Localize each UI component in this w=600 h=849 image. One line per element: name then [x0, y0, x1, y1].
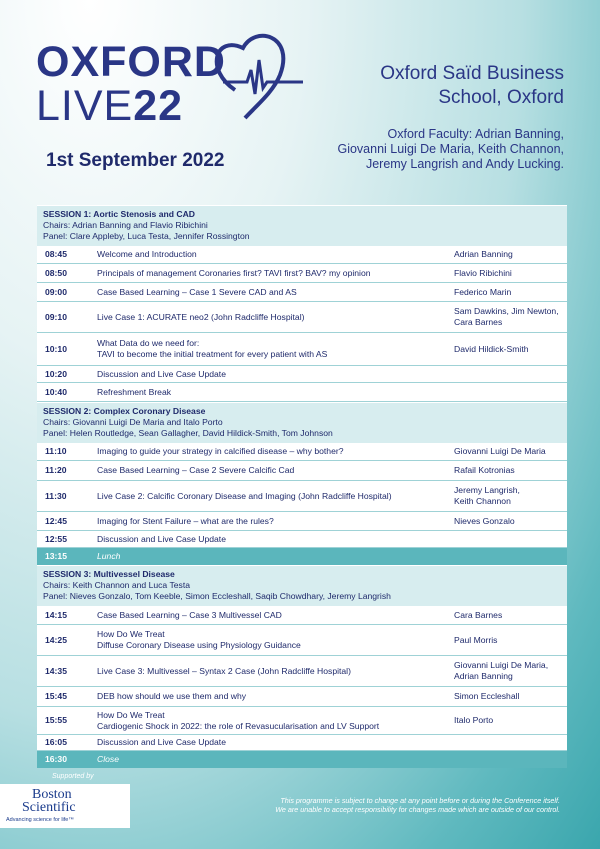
speaker-line: Adrian Banning [454, 249, 513, 259]
venue: Oxford Saïd Business School, Oxford [380, 63, 564, 108]
speaker-line: Cara Barnes [454, 609, 503, 620]
description-line: Diffuse Coronary Disease using Physiology Guidance [97, 640, 301, 650]
table-row [37, 735, 567, 751]
row-time: 09:00 [45, 286, 67, 297]
description-line: Imaging to guide your strategy in calcified disease – why bother? [97, 446, 344, 456]
table-row [37, 333, 567, 366]
speaker-line: Flavio Ribichini [454, 267, 512, 278]
description-line: Discussion and Live Case Update [97, 368, 226, 379]
break-label: Close [97, 754, 119, 764]
description-line: TAVI to become the initial treatment for every patient with AS [97, 349, 328, 359]
table-row [37, 246, 567, 264]
session-header [37, 565, 567, 606]
speaker-line: Rafail Kotronias [454, 465, 515, 475]
row-description [97, 629, 449, 651]
logo-live-text: LIVE22 [36, 82, 184, 130]
table-row [37, 707, 567, 735]
row-speaker [449, 249, 567, 260]
row-description [97, 446, 449, 457]
row-description [97, 491, 449, 502]
row-speaker [449, 306, 567, 328]
heart-ecg-icon [195, 30, 310, 140]
description-line: DEB how should we use them and why [97, 691, 247, 701]
table-row [37, 383, 567, 402]
row-description [97, 249, 449, 260]
session-panel: Panel: Helen Routledge, Sean Gallagher, David Hildick-Smith, Tom Johnson [43, 428, 333, 438]
description-line: Live Case 2: Calcific Coronary Disease and Imaging (John Radcliffe Hospital) [97, 490, 392, 501]
row-description [97, 516, 449, 527]
row-description [97, 710, 449, 732]
session-header [37, 402, 567, 443]
session-rows [37, 246, 567, 402]
row-speaker [449, 715, 567, 726]
row-speaker [449, 610, 567, 621]
row-time: 15:45 [45, 691, 67, 701]
faculty-list: Oxford Faculty: Adrian Banning, Giovanni Luigi De Maria, Keith Channon, Jeremy Langrish and Andy Lucking. [337, 127, 564, 171]
row-time: 12:55 [45, 533, 67, 544]
row-description [97, 287, 449, 298]
row-time: 16:05 [45, 737, 67, 747]
row-description [97, 268, 449, 279]
speaker-line: Sam Dawkins, Jim Newton, [454, 306, 559, 316]
row-time: 14:25 [45, 634, 67, 645]
description-line: Discussion and Live Case Update [97, 533, 226, 544]
session-header [37, 205, 567, 246]
row-description [97, 691, 449, 702]
description-line: Cardiogenic Shock in 2022: the role of Revasucularisation and LV Support [97, 720, 380, 731]
row-time: 14:15 [45, 609, 67, 620]
table-row [37, 606, 567, 625]
row-description [97, 338, 449, 360]
break-label: Lunch [97, 551, 121, 561]
row-time: 15:55 [45, 715, 67, 725]
row-speaker [449, 446, 567, 457]
row-speaker [449, 344, 567, 355]
row-speaker [449, 691, 567, 702]
description-line: Live Case 3: Multivessel – Syntax 2 Case (John Radcliffe Hospital) [97, 665, 351, 676]
description-line: Discussion and Live Case Update [97, 737, 226, 747]
sponsor-logo: Boston Scientific Advancing science for life™ [0, 784, 130, 828]
session-panel: Panel: Clare Appleby, Luca Testa, Jennifer Rossington [43, 231, 250, 241]
speaker-line: Paul Morris [454, 634, 498, 645]
row-time: 09:10 [45, 311, 67, 322]
speaker-line: Federico Marin [454, 286, 512, 297]
table-row [37, 461, 567, 481]
row-description [97, 534, 449, 545]
description-line: Live Case 1: ACURATE neo2 (John Radcliffe Hospital) [97, 311, 305, 322]
row-description [97, 369, 449, 380]
description-line: Principals of management Coronaries first? TAVI first? BAV? my opinion [97, 267, 371, 278]
table-row [37, 302, 567, 333]
row-time: 08:50 [45, 267, 67, 278]
speaker-line: Giovanni Luigi De Maria, [454, 660, 549, 670]
row-time: 11:10 [45, 446, 67, 456]
description-line: How Do We Treat [97, 629, 165, 639]
table-row [37, 283, 567, 302]
break-time: 13:15 [45, 551, 67, 561]
session-title: SESSION 1: Aortic Stenosis and CAD [43, 209, 196, 219]
row-speaker [449, 268, 567, 279]
table-row [37, 687, 567, 707]
row-time: 11:30 [45, 490, 67, 501]
speaker-line: Italo Porto [454, 715, 494, 725]
description-line: Refreshment Break [97, 386, 172, 397]
session-chairs: Chairs: Giovanni Luigi De Maria and Italo Porto [43, 417, 223, 427]
speaker-line: Simon Eccleshall [454, 691, 520, 701]
row-time: 14:35 [45, 665, 67, 676]
table-row [37, 366, 567, 383]
description-line: Imaging for Stent Failure – what are the rules? [97, 515, 274, 526]
session-title: SESSION 3: Multivessel Disease [43, 569, 175, 579]
description-line: Welcome and Introduction [97, 249, 197, 259]
speaker-line: Jeremy Langrish, [454, 485, 520, 495]
row-time: 11:20 [45, 465, 67, 475]
row-time: 10:20 [45, 368, 67, 379]
session-rows [37, 443, 567, 565]
row-speaker [449, 660, 567, 682]
event-date: 1st September 2022 [46, 150, 225, 171]
row-time: 10:10 [45, 343, 67, 354]
description-line: How Do We Treat [97, 709, 165, 720]
session-chairs: Chairs: Keith Channon and Luca Testa [43, 580, 190, 590]
row-time: 12:45 [45, 515, 67, 526]
speaker-line: Giovanni Luigi De Maria [454, 446, 546, 456]
row-description [97, 610, 449, 621]
table-row [37, 531, 567, 548]
logo-oxford-text: OXFORD [36, 38, 226, 86]
speaker-line: Cara Barnes [454, 317, 503, 327]
break-row [37, 548, 567, 565]
description-line: What Data do we need for: [97, 338, 200, 348]
table-row [37, 481, 567, 512]
row-speaker [449, 465, 567, 476]
row-description [97, 666, 449, 677]
table-row [37, 264, 567, 283]
row-speaker [449, 287, 567, 298]
row-description [97, 737, 449, 748]
table-row [37, 625, 567, 656]
break-time: 16:30 [45, 754, 67, 764]
row-speaker [449, 516, 567, 527]
table-row [37, 443, 567, 461]
speaker-line: Nieves Gonzalo [454, 515, 515, 526]
session-panel: Panel: Nieves Gonzalo, Tom Keeble, Simon Eccleshall, Saqib Chowdhary, Jeremy Langrish [43, 591, 391, 601]
supported-by-label: Supported by [52, 773, 94, 780]
row-time: 08:45 [45, 249, 67, 259]
session-title: SESSION 2: Complex Coronary Disease [43, 406, 206, 416]
row-speaker [449, 635, 567, 646]
disclaimer: This programme is subject to change at any point before or during the Conference itself. We are unable to accept responsibility for changes made which are outside of our control. [275, 796, 560, 814]
row-description [97, 465, 449, 476]
description-line: Case Based Learning – Case 3 Multivessel CAD [97, 609, 282, 620]
session-chairs: Chairs: Adrian Banning and Flavio Ribichini [43, 220, 208, 230]
speaker-line: Adrian Banning [454, 671, 513, 681]
table-row [37, 656, 567, 687]
description-line: Case Based Learning – Case 2 Severe Calcific Cad [97, 465, 295, 475]
speaker-line: Keith Channon [454, 496, 511, 506]
programme-table [37, 205, 567, 768]
session-rows [37, 606, 567, 768]
row-speaker [449, 485, 567, 507]
table-row [37, 512, 567, 531]
break-row [37, 751, 567, 768]
speaker-line: David Hildick-Smith [454, 343, 529, 354]
row-description [97, 387, 449, 398]
row-time: 10:40 [45, 386, 67, 397]
description-line: Case Based Learning – Case 1 Severe CAD and AS [97, 286, 297, 297]
row-description [97, 312, 449, 323]
